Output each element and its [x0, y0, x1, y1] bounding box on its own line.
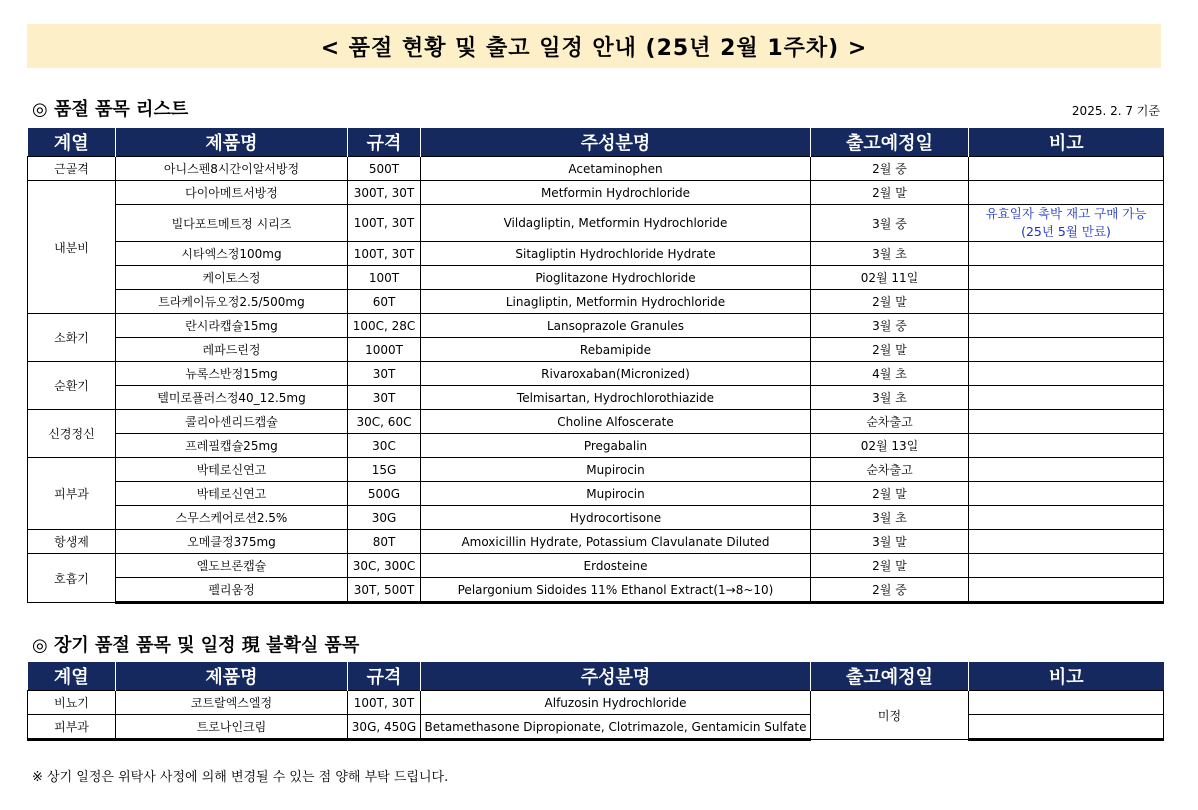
- category-cell: 항생제: [28, 530, 116, 554]
- section2-title: ◎ 장기 품절 품목 및 일정 現 불확실 품목: [32, 635, 360, 656]
- ingredient-cell: Lansoprazole Granules: [421, 314, 811, 338]
- product-name-cell: 코트랄엑스엘정: [116, 691, 348, 715]
- table-row: [28, 266, 1164, 290]
- note-cell: [969, 314, 1164, 338]
- header-category: 계열: [28, 662, 116, 691]
- spec-cell: 30G: [348, 506, 421, 530]
- ingredient-cell: Choline Alfoscerate: [421, 410, 811, 434]
- stockout-table: [27, 128, 1164, 604]
- header-release-date: 출고예정일: [811, 128, 969, 157]
- table-row: [28, 181, 1164, 205]
- ingredient-cell: Metformin Hydrochloride: [421, 181, 811, 205]
- note-cell: [969, 290, 1164, 314]
- release-date-cell: 2월 말: [811, 554, 969, 578]
- release-date-cell: 2월 말: [811, 181, 969, 205]
- product-name-cell: 콜리아센리드캡슐: [116, 410, 348, 434]
- stockout-table-header: [28, 128, 1164, 157]
- product-name-cell: 아니스펜8시간이알서방정: [116, 157, 348, 181]
- ingredient-cell: Sitagliptin Hydrochloride Hydrate: [421, 242, 811, 266]
- release-date-cell: 순차출고: [811, 458, 969, 482]
- product-name-cell: 트로나인크림: [116, 715, 348, 740]
- product-name-cell: 박테로신연고: [116, 458, 348, 482]
- note-cell: [969, 338, 1164, 362]
- note-cell: [969, 410, 1164, 434]
- ingredient-cell: Alfuzosin Hydrochloride: [421, 691, 811, 715]
- category-cell: 피부과: [28, 715, 116, 740]
- product-name-cell: 스무스케어로션2.5%: [116, 506, 348, 530]
- product-name-cell: 오메클정375mg: [116, 530, 348, 554]
- ingredient-cell: Betamethasone Dipropionate, Clotrimazole, Gentamicin Sulfate: [421, 715, 811, 740]
- footnote: ※ 상기 일정은 위탁사 사정에 의해 변경될 수 있는 점 양해 부탁 드립니다.: [32, 770, 449, 785]
- spec-cell: 30T: [348, 362, 421, 386]
- note-cell: [969, 434, 1164, 458]
- release-date-cell: 2월 중: [811, 578, 969, 603]
- category-cell: 근골격: [28, 157, 116, 181]
- release-date-cell: 미정: [811, 691, 969, 740]
- product-name-cell: 프레필캡슐25mg: [116, 434, 348, 458]
- note-cell: 유효일자 촉박 재고 구매 가능 (25년 5월 만료): [969, 205, 1164, 242]
- ingredient-cell: Pelargonium Sidoides 11% Ethanol Extract(1→8~10): [421, 578, 811, 603]
- table-row: [28, 578, 1164, 603]
- note-cell: [969, 157, 1164, 181]
- table-row: [28, 157, 1164, 181]
- header-spec: 규격: [348, 662, 421, 691]
- release-date-cell: 3월 말: [811, 530, 969, 554]
- product-name-cell: 란시라캡슐15mg: [116, 314, 348, 338]
- long-term-stockout-table: [27, 662, 1164, 741]
- ingredient-cell: Telmisartan, Hydrochlorothiazide: [421, 386, 811, 410]
- table-row: [28, 554, 1164, 578]
- note-cell: [969, 554, 1164, 578]
- release-date-cell: 3월 중: [811, 205, 969, 242]
- note-cell: [969, 458, 1164, 482]
- ingredient-cell: Rivaroxaban(Micronized): [421, 362, 811, 386]
- note-cell: [969, 578, 1164, 603]
- product-name-cell: 엘도브론캡슐: [116, 554, 348, 578]
- note-cell: [969, 482, 1164, 506]
- table-row: [28, 530, 1164, 554]
- product-name-cell: 케이토스정: [116, 266, 348, 290]
- product-name-cell: 빌다포트메트정 시리즈: [116, 205, 348, 242]
- spec-cell: 500G: [348, 482, 421, 506]
- category-cell: 호흡기: [28, 554, 116, 603]
- header-product-name: 제품명: [116, 128, 348, 157]
- note-cell: [969, 386, 1164, 410]
- spec-cell: 60T: [348, 290, 421, 314]
- release-date-cell: 2월 말: [811, 290, 969, 314]
- release-date-cell: 2월 말: [811, 482, 969, 506]
- note-cell: [969, 362, 1164, 386]
- header-note: 비고: [969, 662, 1164, 691]
- ingredient-cell: Vildagliptin, Metformin Hydrochloride: [421, 205, 811, 242]
- note-cell: [969, 530, 1164, 554]
- page-banner-title: < 품절 현황 및 출고 일정 안내 (25년 2월 1주차) >: [27, 24, 1161, 68]
- spec-cell: 30C, 300C: [348, 554, 421, 578]
- ingredient-cell: Rebamipide: [421, 338, 811, 362]
- release-date-cell: 3월 중: [811, 314, 969, 338]
- table-row: [28, 410, 1164, 434]
- table-row: [28, 458, 1164, 482]
- note-cell: [969, 506, 1164, 530]
- release-date-cell: 3월 초: [811, 506, 969, 530]
- category-cell: 피부과: [28, 458, 116, 530]
- ingredient-cell: Acetaminophen: [421, 157, 811, 181]
- ingredient-cell: Pregabalin: [421, 434, 811, 458]
- ingredient-cell: Erdosteine: [421, 554, 811, 578]
- spec-cell: 300T, 30T: [348, 181, 421, 205]
- spec-cell: 30T, 500T: [348, 578, 421, 603]
- note-cell: [969, 266, 1164, 290]
- table-row: [28, 482, 1164, 506]
- spec-cell: 100T, 30T: [348, 242, 421, 266]
- product-name-cell: 박테로신연고: [116, 482, 348, 506]
- note-cell: [969, 691, 1164, 715]
- header-spec: 규격: [348, 128, 421, 157]
- reference-date: 2025. 2. 7 기준: [1071, 104, 1160, 118]
- note-cell: [969, 715, 1164, 740]
- spec-cell: 100T, 30T: [348, 691, 421, 715]
- table-row: [28, 290, 1164, 314]
- ingredient-cell: Linagliptin, Metformin Hydrochloride: [421, 290, 811, 314]
- ingredient-cell: Mupirocin: [421, 458, 811, 482]
- spec-cell: 15G: [348, 458, 421, 482]
- table-row: [28, 314, 1164, 338]
- table-row: [28, 386, 1164, 410]
- ingredient-cell: Pioglitazone Hydrochloride: [421, 266, 811, 290]
- table-row: [28, 362, 1164, 386]
- spec-cell: 100T: [348, 266, 421, 290]
- header-release-date: 출고예정일: [811, 662, 969, 691]
- product-name-cell: 시타엑스정100mg: [116, 242, 348, 266]
- release-date-cell: 02월 13일: [811, 434, 969, 458]
- category-cell: 소화기: [28, 314, 116, 362]
- product-name-cell: 텔미로플러스정40_12.5mg: [116, 386, 348, 410]
- category-cell: 순환기: [28, 362, 116, 410]
- header-note: 비고: [969, 128, 1164, 157]
- section1-title: ◎ 품절 품목 리스트: [32, 99, 189, 120]
- spec-cell: 1000T: [348, 338, 421, 362]
- table-row: [28, 506, 1164, 530]
- product-name-cell: 다이아메트서방정: [116, 181, 348, 205]
- table-row: [28, 434, 1164, 458]
- product-name-cell: 뉴록스반정15mg: [116, 362, 348, 386]
- table-row: [28, 715, 1164, 740]
- spec-cell: 500T: [348, 157, 421, 181]
- release-date-cell: 3월 초: [811, 386, 969, 410]
- release-date-cell: 2월 말: [811, 338, 969, 362]
- category-cell: 신경정신: [28, 410, 116, 458]
- release-date-cell: 3월 초: [811, 242, 969, 266]
- spec-cell: 80T: [348, 530, 421, 554]
- release-date-cell: 02월 11일: [811, 266, 969, 290]
- header-product-name: 제품명: [116, 662, 348, 691]
- category-cell: 내분비: [28, 181, 116, 314]
- spec-cell: 100C, 28C: [348, 314, 421, 338]
- long-term-table-header: [28, 662, 1164, 691]
- ingredient-cell: Hydrocortisone: [421, 506, 811, 530]
- spec-cell: 30C, 60C: [348, 410, 421, 434]
- release-date-cell: 2월 중: [811, 157, 969, 181]
- ingredient-cell: Amoxicillin Hydrate, Potassium Clavulanate Diluted: [421, 530, 811, 554]
- release-date-cell: 4월 초: [811, 362, 969, 386]
- table-row: [28, 242, 1164, 266]
- header-ingredient: 주성분명: [421, 662, 811, 691]
- category-cell: 비뇨기: [28, 691, 116, 715]
- ingredient-cell: Mupirocin: [421, 482, 811, 506]
- product-name-cell: 레파드린정: [116, 338, 348, 362]
- note-cell: [969, 181, 1164, 205]
- table-row: [28, 691, 1164, 715]
- spec-cell: 30G, 450G: [348, 715, 421, 740]
- note-cell: [969, 242, 1164, 266]
- table-row: [28, 338, 1164, 362]
- release-date-cell: 순차출고: [811, 410, 969, 434]
- product-name-cell: 트라케이듀오정2.5/500mg: [116, 290, 348, 314]
- spec-cell: 30T: [348, 386, 421, 410]
- product-name-cell: 펠리움정: [116, 578, 348, 603]
- spec-cell: 30C: [348, 434, 421, 458]
- table-row: [28, 205, 1164, 242]
- spec-cell: 100T, 30T: [348, 205, 421, 242]
- header-ingredient: 주성분명: [421, 128, 811, 157]
- header-category: 계열: [28, 128, 116, 157]
